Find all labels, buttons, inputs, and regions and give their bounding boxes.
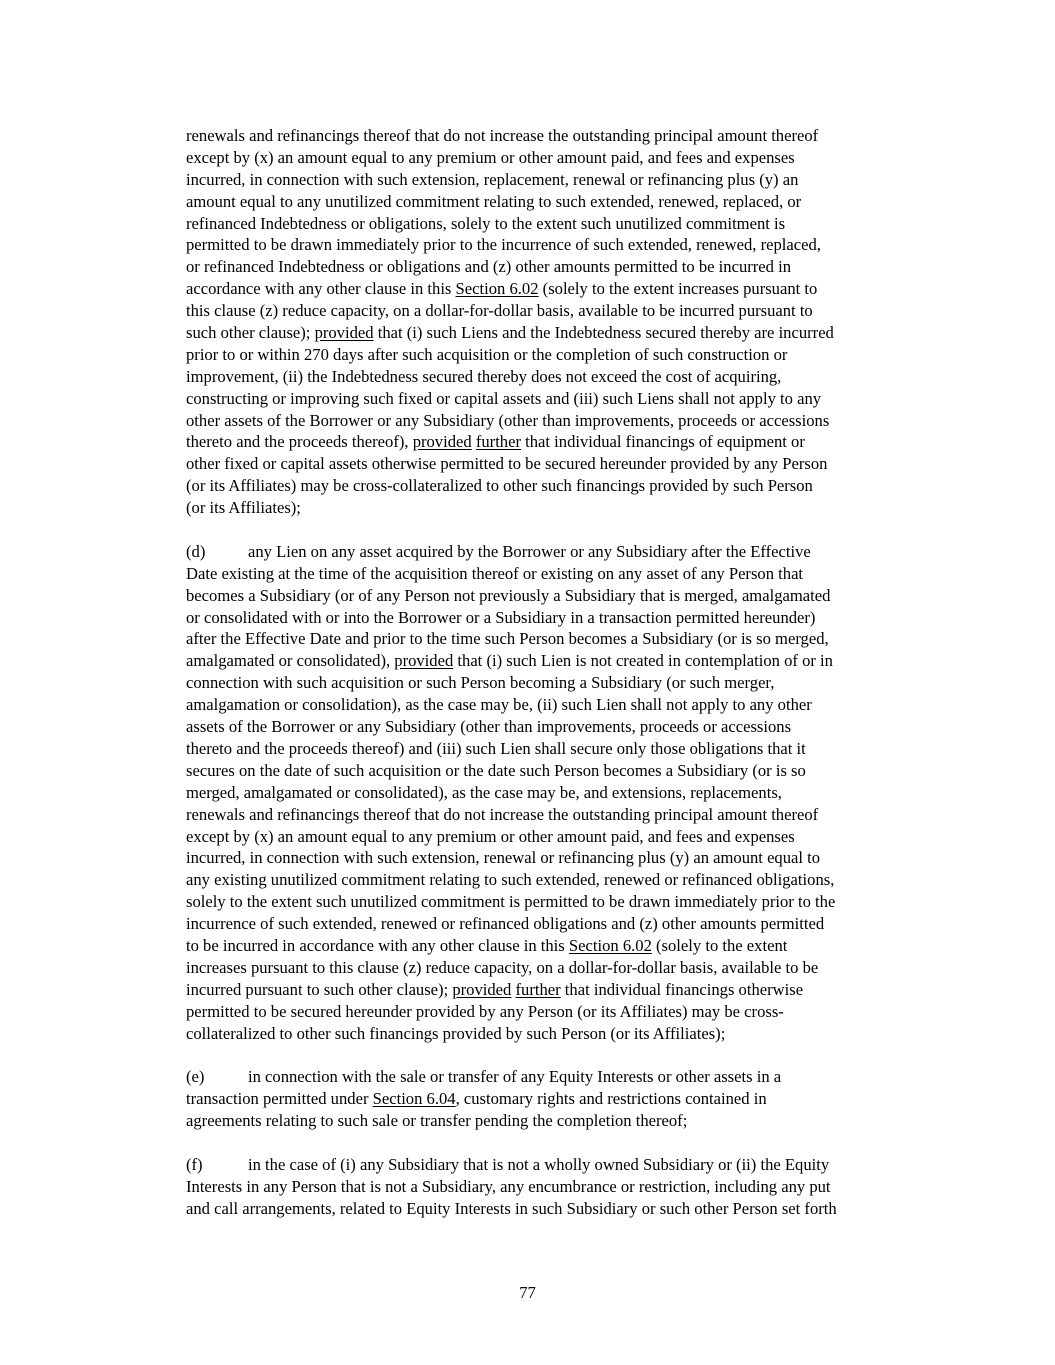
text-line: increases pursuant to this clause (z) reduce capacity, on a dollar-for-dollar basis, available to be	[186, 957, 819, 977]
text-line: permitted to be secured hereunder provided by any Person (or its Affiliates) may be cross-	[186, 1001, 784, 1021]
text-line: amalgamation or consolidation), as the case may be, (ii) such Lien shall not apply to any other	[186, 695, 812, 715]
text-line: and call arrangements, related to Equity Interests in such Subsidiary or such other Person set forth	[186, 1198, 837, 1218]
text-line: amount equal to any unutilized commitment relating to such extended, renewed, replaced, or	[186, 191, 802, 211]
text-segment: (solely to the extent increases pursuant to	[538, 279, 818, 299]
text-segment: , customary rights and restrictions contained in	[455, 1089, 767, 1109]
text-line: or consolidated with or into the Borrower or a Subsidiary in a transaction permitted hereunder)	[186, 607, 816, 627]
text-line	[186, 431, 934, 453]
text-line	[186, 1088, 934, 1110]
text-segment: amalgamated or consolidated),	[186, 651, 395, 671]
text-segment: incurred pursuant to such other clause);	[186, 979, 453, 999]
text-line	[186, 1154, 934, 1176]
text-line: renewals and refinancings thereof that do not increase the outstanding principal amount thereof	[186, 804, 819, 824]
text-segment: any Lien on any asset acquired by the Borrower or any Subsidiary after the Effective	[248, 541, 811, 561]
text-line: any existing unutilized commitment relating to such extended, renewed or refinanced obligations,	[186, 870, 835, 890]
text-line: assets of the Borrower or any Subsidiary (other than improvements, proceeds or accessions	[186, 717, 792, 737]
text-segment: that (i) such Lien is not created in contemplation of or in	[453, 651, 833, 671]
text-line: connection with such acquisition or such Person becoming a Subsidiary (or such merger,	[186, 673, 775, 693]
text-segment: thereto and the proceeds thereof),	[186, 432, 413, 452]
text-line: renewals and refinancings thereof that do not increase the outstanding principal amount thereof	[186, 126, 819, 145]
underlined-term: provided	[394, 651, 454, 671]
text-line: merged, amalgamated or consolidated), as the case may be, and extensions, replacements,	[186, 782, 782, 802]
text-line: this clause (z) reduce capacity, on a dollar-for-dollar basis, available to be incurred pursuant to	[186, 301, 813, 321]
section-reference: Section 6.02	[455, 279, 539, 299]
text-line	[186, 1066, 934, 1088]
text-line: (or its Affiliates);	[186, 498, 301, 518]
text-line	[186, 650, 934, 672]
page-number: 77	[519, 1283, 536, 1302]
text-segment: in connection with the sale or transfer of any Equity Interests or other assets in a	[248, 1067, 782, 1087]
text-line: refinanced Indebtedness or obligations, solely to the extent such unutilized commitment is	[186, 213, 786, 233]
text-line	[186, 541, 934, 563]
text-line	[186, 322, 934, 344]
text-line	[186, 278, 934, 300]
underlined-term: further	[475, 432, 521, 452]
underlined-term: provided	[452, 979, 512, 999]
text-line: or refinanced Indebtedness or obligations and (z) other amounts permitted to be incurred in	[186, 257, 792, 277]
paragraph-gap	[186, 1044, 934, 1066]
clause-label: (e)	[186, 1067, 205, 1087]
text-line: incurrence of such extended, renewed or refinanced obligations and (z) other amounts permitted	[186, 914, 825, 934]
text-line: after the Effective Date and prior to the time such Person becomes a Subsidiary (or is so merged,	[186, 629, 829, 649]
text-line: constructing or improving such fixed or capital assets and (iii) such Liens shall not apply to any	[186, 388, 822, 408]
text-segment: (solely to the extent	[651, 935, 788, 955]
text-line: thereto and the proceeds thereof) and (iii) such Lien shall secure only those obligations that it	[186, 738, 806, 758]
underlined-term: further	[515, 979, 561, 999]
text-line: collateralized to other such financings provided by such Person (or its Affiliates);	[186, 1023, 726, 1043]
section-reference: Section 6.02	[568, 935, 652, 955]
text-line: solely to the extent such unutilized commitment is permitted to be drawn immediately prior to the	[186, 892, 836, 912]
paragraph-gap	[186, 519, 934, 541]
text-line: except by (x) an amount equal to any premium or other amount paid, and fees and expenses	[186, 826, 795, 846]
text-line: permitted to be drawn immediately prior to the incurrence of such extended, renewed, replaced,	[186, 235, 821, 255]
clause-label: (f)	[186, 1154, 203, 1174]
paragraph-d	[186, 541, 934, 1044]
text-line: other fixed or capital assets otherwise permitted to be secured hereunder provided by any Person	[186, 454, 828, 474]
paragraph-gap	[186, 1132, 934, 1154]
text-line: improvement, (ii) the Indebtedness secured thereby does not exceed the cost of acquiring,	[186, 366, 782, 386]
text-line: secures on the date of such acquisition or the date such Person becomes a Subsidiary (or is so	[186, 760, 806, 780]
text-segment: to be incurred in accordance with any other clause in this	[186, 935, 569, 955]
text-segment: transaction permitted under	[186, 1089, 373, 1109]
text-line: Interests in any Person that is not a Subsidiary, any encumbrance or restriction, including any put	[186, 1176, 831, 1196]
text-line: prior to or within 270 days after such acquisition or the completion of such construction or	[186, 344, 788, 364]
text-segment: that (i) such Liens and the Indebtedness secured thereby are incurred	[373, 323, 834, 343]
text-line: except by (x) an amount equal to any premium or other amount paid, and fees and expenses	[186, 147, 795, 167]
underlined-term: provided	[412, 432, 472, 452]
text-line: becomes a Subsidiary (or of any Person not previously a Subsidiary that is merged, amalgamated	[186, 585, 831, 605]
text-segment: accordance with any other clause in this	[186, 279, 456, 299]
text-line	[186, 979, 934, 1001]
text-segment: that individual financings otherwise	[560, 979, 804, 999]
text-line: Date existing at the time of the acquisition thereof or existing on any asset of any Person that	[186, 563, 804, 583]
text-line: agreements relating to such sale or transfer pending the completion thereof;	[186, 1111, 688, 1131]
text-segment: that individual financings of equipment or	[521, 432, 805, 452]
paragraph-f	[186, 1154, 934, 1220]
document-body	[186, 125, 934, 1220]
text-line	[186, 935, 934, 957]
text-line: (or its Affiliates) may be cross-collateralized to other such financings provided by such Person	[186, 476, 813, 496]
text-line: other assets of the Borrower or any Subsidiary (other than improvements, proceeds or accessions	[186, 410, 830, 430]
text-line: incurred, in connection with such extension, renewal or refinancing plus (y) an amount equal to	[186, 848, 821, 868]
section-reference: Section 6.04	[372, 1089, 456, 1109]
paragraph-c-continuation	[186, 125, 934, 519]
text-segment: in the case of (i) any Subsidiary that is not a wholly owned Subsidiary or (ii) the Equity	[248, 1154, 830, 1174]
clause-label: (d)	[186, 541, 206, 561]
text-segment: such other clause);	[186, 323, 315, 343]
text-line: incurred, in connection with such extension, replacement, renewal or refinancing plus (y) an	[186, 169, 799, 189]
underlined-term: provided	[314, 323, 374, 343]
paragraph-e	[186, 1066, 934, 1132]
